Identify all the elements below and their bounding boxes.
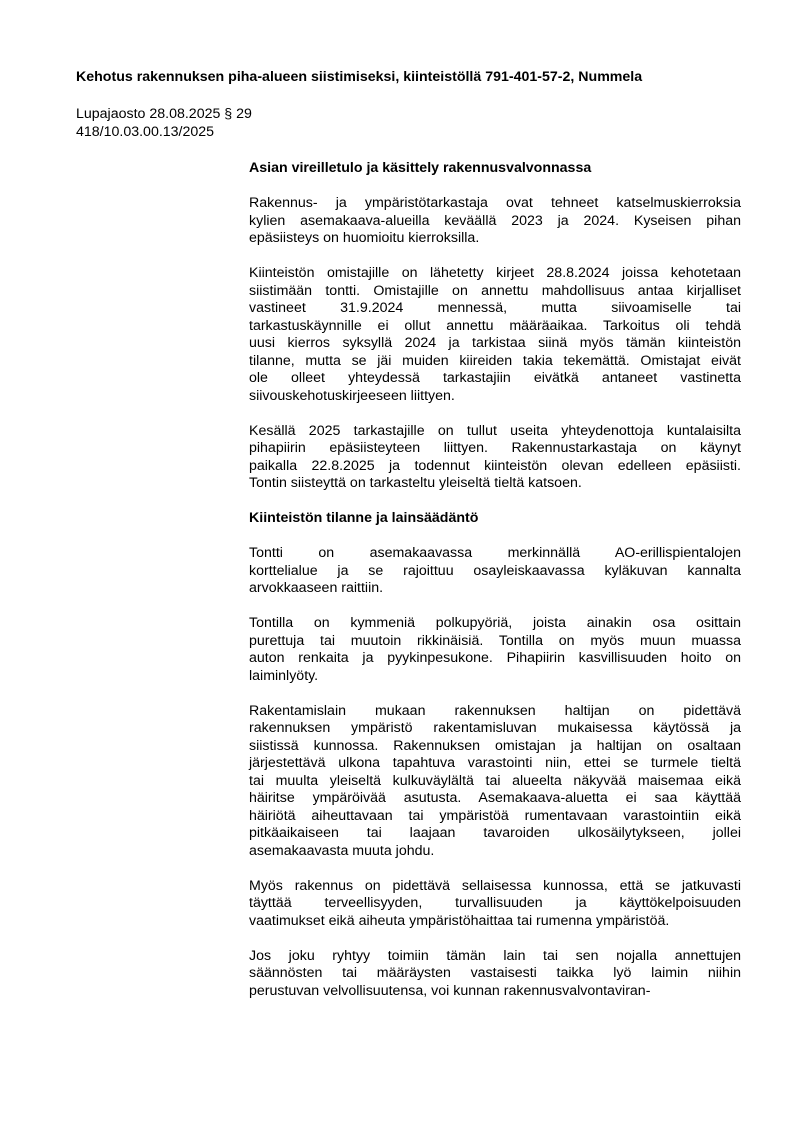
paragraph — [249, 265, 741, 405]
text-line: purettuja tai muutoin rikkinäisiä. Tontilla on myös muun muassa — [249, 632, 741, 649]
text-line: arvokkaaseen raittiin. — [249, 580, 384, 596]
text-line: auton renkaita ja pyykinpesukone. Pihapiirin kasvillisuuden hoito on — [249, 650, 741, 666]
text-line: pihapiirin epäsiisteyteen liittyen. Rakennustarkastaja on käynyt — [249, 440, 741, 456]
text-line: siivouskehotuskirjeeseen liittyen. — [249, 387, 455, 404]
text-line: ole olleet yhteydessä tarkastajiin eivätkä antaneet vastinetta — [249, 370, 741, 386]
text-line: Tontti on asemakaavassa merkinnällä AO-erillispientalojen — [249, 545, 741, 561]
text-line: tarkastuskäynnille ei ollut annettu määräaikaa. Tarkoitus oli tehdä — [249, 317, 741, 334]
text-line: tai muulta yleiseltä kulkuväylältä tai alueelta näkyvää maisemaa eikä — [249, 772, 741, 789]
text-line: kylien asemakaava-alueilla keväällä 2023 ja 2024. Kyseisen pihan — [249, 212, 741, 229]
text-line: Tontin siisteyttä on tarkasteltu yleiseltä tieltä katsoen. — [249, 475, 582, 491]
text-line: Myös rakennus on pidettävä sellaisessa kunnossa, että se jatkuvasti — [249, 877, 741, 894]
text-line: Kesällä 2025 tarkastajille on tullut useita yhteydenottoja kuntalaisilta — [249, 422, 741, 439]
decision-meta — [76, 106, 252, 141]
section-heading: Asian vireilletulo ja käsittely rakennusvalvonnassa — [249, 160, 592, 176]
text-line: pitkäaikaiseen tai laajaan tavaroiden ulkosäilytykseen, jollei — [249, 825, 741, 841]
text-line: uusi kierros syksyllä 2024 ja tarkistaa siinä myös tämän kiinteistön — [249, 335, 741, 351]
text-line: järjestettävä ulkona tapahtuva varastointi niin, ettei se turmele tieltä — [249, 755, 741, 771]
text-line: epäsiisteys on huomioitu kierroksilla. — [249, 230, 480, 246]
text-line: vastineet 31.9.2024 mennessä, mutta siivoamiselle tai — [249, 300, 741, 316]
text-line: säännösten tai määräysten vastaisesti taikka lyö laimin niihin — [249, 965, 741, 981]
paragraph — [249, 615, 741, 685]
text-line: rakennuksen ympäristö rakentamisluvan mukaisessa käytössä ja — [249, 720, 741, 736]
text-line: siistimään tontti. Omistajille on annettu mahdollisuus antaa kirjalliset — [249, 282, 741, 299]
text-line: Kiinteistön omistajille on lähetetty kirjeet 28.8.2024 joissa kehotetaan — [249, 265, 741, 281]
paragraph — [249, 948, 741, 1001]
text-line: korttelialue ja se rajoittuu osayleiskaavassa kyläkuvan kannalta — [249, 562, 741, 579]
paragraph — [249, 878, 741, 931]
paragraph — [249, 545, 741, 598]
paragraph — [249, 703, 741, 861]
text-line: vaatimukset eikä aiheuta ympäristöhaittaa tai rumenna ympäristöä. — [249, 912, 670, 929]
paragraph — [249, 423, 741, 493]
text-line: tilanne, mutta se jäi muiden kiireiden takia tekemättä. Omistajat eivät — [249, 352, 741, 369]
text-line: häiritse ympäröivää asutusta. Asemakaava-aluetta ei saa käyttää — [249, 790, 741, 806]
document-title: Kehotus rakennuksen piha-alueen siistimiseksi, kiinteistöllä 791-401-57-2, Nummela — [76, 69, 643, 85]
section-heading: Kiinteistön tilanne ja lainsäädäntö — [249, 510, 479, 526]
text-line: Jos joku ryhtyy toimiin tämän lain tai sen nojalla annettujen — [249, 947, 741, 964]
record-number: 418/10.03.00.13/2025 — [76, 123, 215, 140]
text-line: Rakennus- ja ympäristötarkastaja ovat tehneet katselmuskierroksia — [249, 195, 741, 211]
meeting-reference: Lupajaosto 28.08.2025 § 29 — [76, 106, 252, 122]
text-line: Tontilla on kymmeniä polkupyöriä, joista ainakin osa osittain — [249, 615, 741, 631]
document-body — [249, 160, 741, 1018]
text-line: asemakaavasta muuta johdu. — [249, 842, 435, 859]
text-line: laiminlyöty. — [249, 667, 319, 684]
text-line: Rakentamislain mukaan rakennuksen haltijan on pidettävä — [249, 702, 741, 719]
text-line: täyttää terveellisyyden, turvallisuuden ja käyttökelpoisuuden — [249, 895, 741, 911]
text-line: häiriötä aiheuttavaan tai ympäristöä rumentavaan varastointiin eikä — [249, 807, 741, 824]
text-line: paikalla 22.8.2025 ja todennut kiinteistön olevan edelleen epäsiisti. — [249, 457, 741, 474]
paragraph — [249, 195, 741, 248]
text-line: siistissä kunnossa. Rakennuksen omistajan ja haltijan on osaltaan — [249, 737, 741, 754]
text-line: perustuvan velvollisuutensa, voi kunnan rakennusvalvontaviran- — [249, 982, 651, 999]
